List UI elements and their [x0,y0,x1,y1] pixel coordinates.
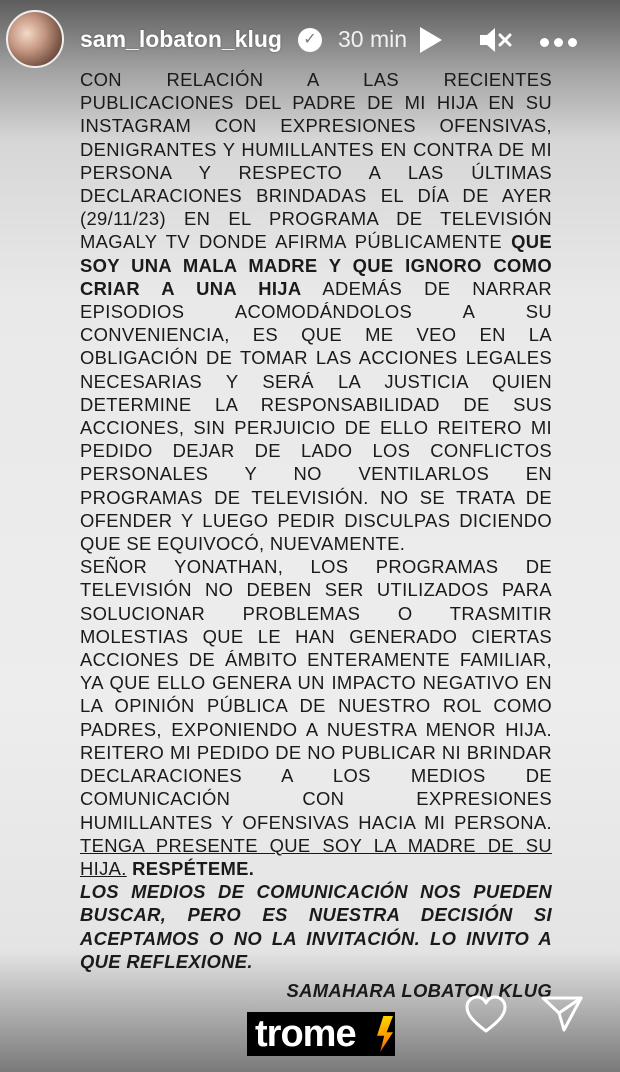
statement-text [80,68,552,973]
statement-underlined-segment: TENGA PRESENTE QUE SOY LA MADRE DE SU HIJA. [80,834,552,879]
statement-paragraph-1 [80,68,552,555]
statement-closing: LOS MEDIOS DE COMUNICACIÓN NOS PUEDEN BUSCAR, PERO ES NUESTRA DECISIÓN SI ACEPTAMOS O NO LA INVITACIÓN. LO INVITO A QUE REFLEXIONE. [80,881,552,972]
statement-text-segment: CON RELACIÓN A LAS RECIENTES PUBLICACIONES DEL PADRE DE MI HIJA EN SU INSTAGRAM CON EXPRESIONES OFENSIVAS, DENIGRANTES Y HUMILLANTES EN CONTRA DE MI PERSONA Y RESPECTO A LAS ÚLTIMAS DECLARACIONES BRINDADAS EL DÍA DE AYER (29/11/23) EN EL PROGRAMA DE TELEVISIÓN MAGALY TV DONDE AFIRMA PÚBLICAMENTE [80,69,552,253]
logo-flame-icon [377,1016,393,1052]
trome-logo [247,1012,395,1056]
post-time: 30 min [338,26,408,52]
statement-text-segment: SEÑOR YONATHAN, LOS PROGRAMAS DE TELEVISIÓN NO DEBEN SER UTILIZADOS PARA SOLUCIONAR PROBLEMAS O TRASMITIR MOLESTIAS QUE LE HAN GENERADO CIERTAS ACCIONES DE ÁMBITO ENTERAMENTE FAMILIAR, YA QUE ELLO GENERA UN IMPACTO NEGATIVO EN LA OPINIÓN PÚBLICA DE NUESTRO ROL COMO PADRES, EXPONIENDO A NUESTRA MENOR HIJA. REITERO MI PEDIDO DE NO PUBLICAR NI BRINDAR DECLARACIONES A LOS MEDIOS DE COMUNICACIÓN CON EXPRESIONES HUMILLANTES Y OFENSIVAS HACIA MI PERSONA. [80,556,552,833]
logo-text: trome [255,1013,356,1055]
statement-bold-segment: QUE SOY UNA MALA MADRE Y QUE IGNORO COMO CRIAR A UNA HIJA [80,231,552,299]
more-options-icon[interactable] [540,34,584,46]
play-icon[interactable] [420,27,442,53]
statement-signature: SAMAHARA LOBATON KLUG [286,980,552,1001]
statement-text-segment: ADEMÁS DE NARRAR EPISODIOS ACOMODÁNDOLOS A SU CONVENIENCIA, ES QUE ME VEO EN LA OBLIGACIÓN DE TOMAR LAS ACCIONES LEGALES NECESARIAS Y SERÁ LA JUSTICIA QUIEN DETERMINE LA RESPONSABILIDAD DE SUS ACCIONES, SIN PERJUICIO DE ELLO REITERO MI PEDIDO DEJAR DE LADO LOS CONFLICTOS PERSONALES Y NO VENTILARLOS EN PROGRAMAS DE TELEVISIÓN. NO SE TRATA DE OFENDER Y LUEGO PEDIR DISCULPAS DICIENDO QUE SE EQUIVOCÓ, NUEVAMENTE. [80,277,552,555]
verified-icon: ✓ [298,28,322,52]
mute-icon[interactable] [478,24,512,56]
statement-bold-segment: RESPÉTEME. [126,857,255,879]
statement-paragraph-2 [80,555,552,880]
heart-icon[interactable] [464,994,508,1034]
avatar[interactable] [6,10,64,68]
username[interactable]: sam_lobaton_klug [80,26,282,52]
send-icon[interactable] [540,994,584,1034]
